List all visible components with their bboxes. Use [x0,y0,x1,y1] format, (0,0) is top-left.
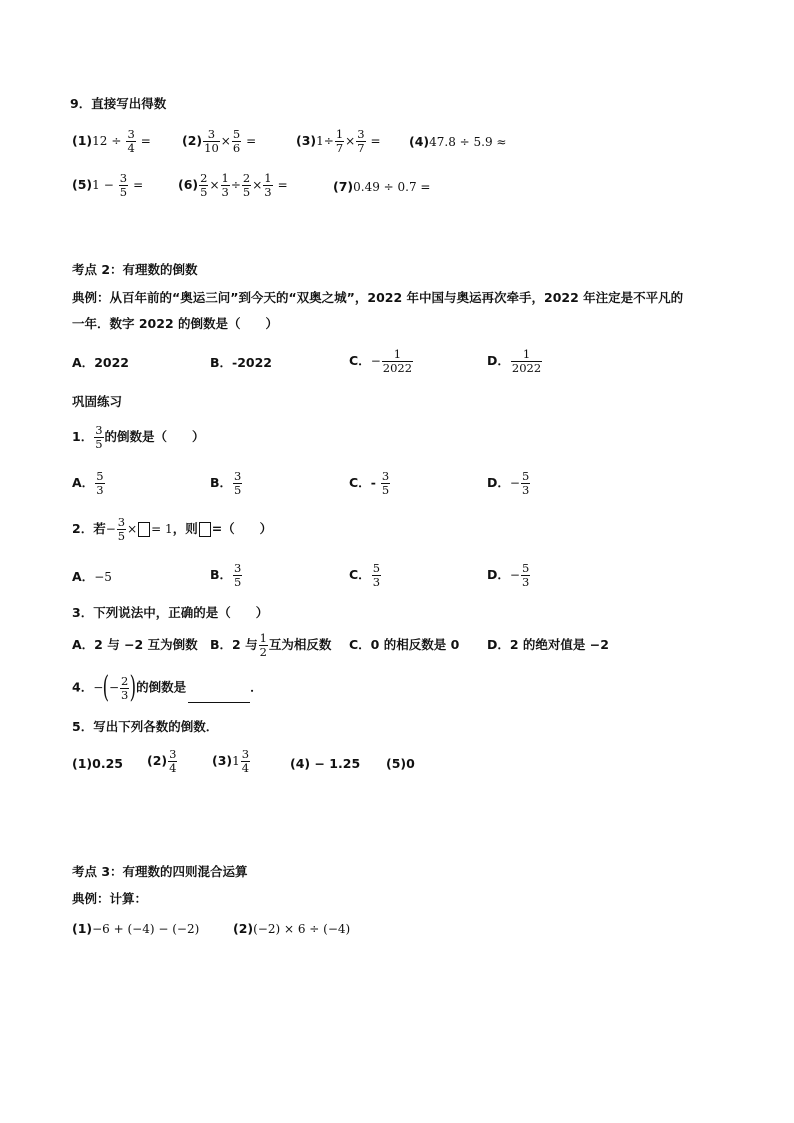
p5-item-4: (4) − 1.25 [290,756,361,771]
fraction: $\frac{3}{7}$ [357,127,365,155]
q9-item-3: (3)1÷ $\frac{1}{7}$ × $\frac{3}{7}$ = [296,127,381,155]
q9-item-4: (4)47.8 ÷ 5.9 ≈ [409,134,507,149]
p1-option-c: C．- $\frac{3}{5}$ [349,469,390,497]
fraction: $\frac{3}{4}$ [127,127,135,155]
q9-item-1: (1)12 ÷ $\frac{3}{4}$ = [72,127,151,155]
p2-question: 2．若− $\frac{3}{5}$ × = 1，则 =（ ） [72,515,273,543]
fraction: $\frac{3}{10}$ [204,127,219,155]
fraction: $\frac{3}{5}$ [95,423,103,451]
p2-option-b: B． $\frac{3}{5}$ [210,561,242,589]
k2-option-b: B．-2022 [210,355,273,370]
p5-question: 5．写出下列各数的倒数． [72,719,219,734]
fraction: $\frac{3}{5}$ [234,561,242,589]
k3-expr-1: (1)−6 + (−4) − (−2) [72,921,200,936]
p5-item-3: (3)1 $\frac{3}{4}$ [212,747,250,775]
q9-title: 9．直接写出得数 [70,96,167,111]
fraction: $\frac{3}{5}$ [119,171,128,199]
fraction: $\frac{2}{5}$ [242,171,251,199]
fraction: $\frac{5}{3}$ [521,469,530,497]
k2-option-a: A．2022 [72,355,129,370]
blank-box-icon [199,522,211,537]
fraction: $\frac{1}{3}$ [221,171,229,199]
p3-option-d: D．2 的绝对值是 −2 [487,637,609,652]
fraction: $\frac{2}{3}$ [121,673,129,702]
p4-question: 4．−(− $\frac{2}{3}$ )的倒数是 ． [72,670,263,705]
p5-item-1: (1)0.25 [72,756,123,771]
p3-option-a: A．2 与 −2 互为倒数 [72,637,198,652]
practice-title: 巩固练习 [72,394,123,409]
section-title-k2: 考点 2：有理数的倒数 [72,262,198,277]
fraction: $\frac{5}{3}$ [96,469,104,497]
p1-question: 1． $\frac{3}{5}$ 的倒数是（ ） [72,423,205,451]
fraction: $\frac{2}{5}$ [200,171,208,199]
p1-option-d: D．− $\frac{5}{3}$ [487,469,530,497]
q9-item-7: (7)0.49 ÷ 0.7 = [333,179,431,194]
p3-question: 3．下列说法中，正确的是（ ） [72,605,269,620]
p3-option-b: B．2 与 $\frac{1}{2}$ 互为相反数 [210,631,332,659]
k3-example: 典例：计算： [72,891,148,906]
fraction: $\frac{1}{2}$ [259,631,267,659]
fraction: $\frac{5}{6}$ [232,127,241,155]
fraction: $\frac{3}{5}$ [117,515,126,543]
p5-item-2: (2) $\frac{3}{4}$ [147,747,177,775]
fraction: $\frac{3}{5}$ [234,469,242,497]
blank-box-icon [138,522,150,537]
fraction: $\frac{3}{4}$ [241,747,250,775]
k2-option-d: D． $\frac{1}{2022}$ [487,347,542,375]
fraction: $\frac{1}{3}$ [264,171,272,199]
fraction: $\frac{1}{2022}$ [382,347,413,375]
k2-example-line1: 典例：从百年前的“奥运三问”到今天的“双奥之城”，2022 年中国与奥运再次牵手，2022 年注定是不平凡的 [72,290,684,305]
q9-item-6: (6) $\frac{2}{5}$ × $\frac{1}{3}$ ÷ $\frac{2}{5}$ × $\frac{1}{3}$ = [178,171,288,199]
fraction: $\frac{5}{3}$ [372,561,381,589]
fraction: $\frac{3}{5}$ [381,469,390,497]
fraction: $\frac{3}{4}$ [169,747,177,775]
k2-example-line2: 一年．数字 2022 的倒数是（ ） [72,316,278,331]
section-title-k3: 考点 3：有理数的四则混合运算 [72,864,248,879]
q9-item-5: (5)1 − $\frac{3}{5}$ = [72,171,144,199]
fraction: $\frac{1}{2022}$ [511,347,542,375]
p5-item-5: (5)0 [386,756,415,771]
k3-expr-2: (2)(−2) × 6 ÷ (−4) [233,921,351,936]
p1-option-b: B． $\frac{3}{5}$ [210,469,242,497]
p2-option-c: C． $\frac{5}{3}$ [349,561,381,589]
p2-option-a: A．−5 [72,569,112,584]
q9-item-2: (2) $\frac{3}{10}$ × $\frac{5}{6}$ = [182,127,257,155]
p3-option-c: C．0 的相反数是 0 [349,637,460,652]
p1-option-a: A． $\frac{5}{3}$ [72,469,104,497]
answer-blank[interactable] [188,690,250,703]
fraction: $\frac{5}{3}$ [521,561,530,589]
k2-option-c: C．− $\frac{1}{2022}$ [349,347,413,375]
fraction: $\frac{1}{7}$ [335,127,344,155]
p2-option-d: D．− $\frac{5}{3}$ [487,561,530,589]
